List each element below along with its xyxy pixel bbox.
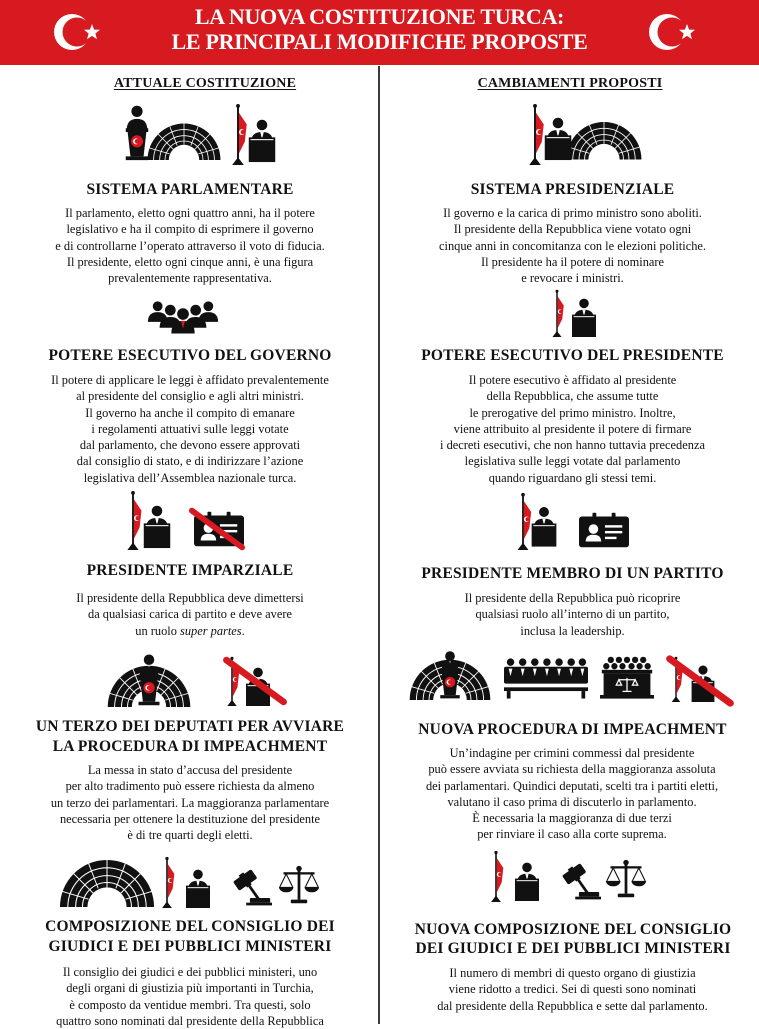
section-title-impeachment-line1: UN TERZO DEI DEPUTATI PER AVVIARE <box>35 718 345 735</box>
president-desk-icon <box>543 113 573 163</box>
president-desk-icon <box>247 117 277 163</box>
section-text-nuova-consiglio: Il numero di membri di questo organo di giustizia viene ridotto a tredici. Sei di questi sono nominati dal presidente della Repubblica e sette dal parlamento. <box>437 966 708 1013</box>
flag-pole-icon <box>487 850 505 902</box>
flag-pole-icon <box>158 856 176 908</box>
cabinet-group-icon <box>144 298 222 334</box>
section-text-consiglio: Il consiglio dei giudici e dei pubblici ministeri, uno degli organi di giustizia più importanti in Turchia, è composto da ventidue membri. Tra questi, solo quattro sono nominati dal presidente della Repubblica <box>56 965 324 1028</box>
gavel-icon <box>226 868 272 906</box>
section-title-nuova-impeachment: NUOVA PROCEDURA DI IMPEACHMENT <box>418 721 727 738</box>
page-title-line1: LA NUOVA COSTITUZIONE TURCA: <box>194 4 565 29</box>
section-title-nuova-consiglio-line1: NUOVA COMPOSIZIONE DEL CONSIGLIO <box>414 921 732 938</box>
section-text-potere-esecutivo-presidente: Il potere esecutivo è affidato al presidente della Repubblica, che assume tutte le prerogative del primo ministro. Inoltre, viene attribuito al presidente il potere di firmare i decreti esecutivi, che non hanno tuttavia precedenza legislativa sulle leggi votate dal parlamento quando riguardano gli stessi temi. <box>440 373 705 485</box>
flag-pole-icon <box>123 490 143 550</box>
section-title-sistema-presidenziale: SISTEMA PRESIDENZIALE <box>470 181 675 198</box>
flag-pole-icon <box>548 289 566 337</box>
header-banner <box>0 0 759 65</box>
scales-of-justice-icon <box>278 864 320 906</box>
court-icon <box>600 654 654 700</box>
turkish-flag-icon <box>643 6 703 58</box>
president-desk-icon <box>565 297 603 337</box>
page-title-line2: LE PRINCIPALI MODIFICHE PROPOSTE <box>171 29 588 54</box>
party-card-icon <box>579 512 629 548</box>
section-title-presidente-membro-partito: PRESIDENTE MEMBRO DI UN PARTITO <box>421 565 724 582</box>
section-text-presidente-imparziale: Il presidente della Repubblica deve dimettersi da qualsiasi carica di partito e deve avere un ruolo super partes. <box>76 591 304 638</box>
president-desk-icon <box>530 503 558 549</box>
prohibited-slash-icon <box>222 655 288 707</box>
president-desk-icon <box>176 868 220 908</box>
section-text-presidente-membro-partito: Il presidente della Repubblica può ricoprire qualsiasi ruolo all’interno di un partito, inclusa la leadership. <box>464 591 681 638</box>
section-text-impeachment: La messa in stato d’accusa del presidente per alto tradimento può essere richiesta da almeno un terzo dei parlamentari. La maggioranza parlamentare necessaria per ottenere la destituzione del presidente è di tre quarti degli eletti. <box>50 763 330 843</box>
section-title-consiglio-line2: GIUDICI E DEI PUBBLICI MINISTERI <box>48 938 332 955</box>
section-title-potere-esecutivo-governo: POTERE ESECUTIVO DEL GOVERNO <box>48 347 332 364</box>
deputies-panel-icon <box>504 656 588 700</box>
prohibited-slash-icon <box>665 655 735 707</box>
section-text-potere-esecutivo-governo: Il potere di applicare le leggi è affidato prevalentemente al presidente del consiglio e agli altri ministri. Il governo ha anche il compito di emanare i regolamenti attuativi sulle leggi votate dal parlamento, che devono essere approvati dal consiglio di stato, e di indirizzare l’azione legislativa dell’Assemblea nazionale turca. <box>51 373 329 485</box>
president-desk-icon <box>142 503 172 549</box>
parliament-hemicycle-icon <box>146 121 222 161</box>
section-title-consiglio-line1: COMPOSIZIONE DEL CONSIGLIO DEI <box>45 918 335 935</box>
section-title-sistema-parlamentare: SISTEMA PARLAMENTARE <box>86 181 294 198</box>
section-text-sistema-parlamentare: Il parlamento, eletto ogni quattro anni, ha il potere legislativo e ha il compito di esprimere il governo e di controllarne l’operato attraverso il voto di fiducia. Il presidente, eletto ogni cinque anni, è una figura prevalentemente rappresentativa. <box>55 206 325 286</box>
right-column-heading: CAMBIAMENTI PROPOSTI <box>477 76 663 91</box>
section-title-presidente-imparziale: PRESIDENTE IMPARZIALE <box>86 562 294 579</box>
gavel-icon <box>555 862 601 900</box>
section-title-potere-esecutivo-presidente: POTERE ESECUTIVO DEL PRESIDENTE <box>421 347 724 364</box>
section-text-nuova-impeachment: Un’indagine per crimini commessi dal presidente può essere avviata su richiesta della maggioranza assoluta dei parlamentari. Quindici deputati, scelti tra i partiti eletti, valutano il caso prima di discuterlo in parlamento. È necessaria la maggioranza di due terzi per rinviare il caso alla corte suprema. <box>425 746 719 842</box>
column-divider <box>378 66 380 1024</box>
left-column-heading: ATTUALE COSTITUZIONE <box>113 76 297 91</box>
section-title-impeachment-line2: LA PROCEDURA DI IMPEACHMENT <box>52 738 328 755</box>
flag-pole-icon <box>228 103 248 165</box>
flag-pole-icon <box>525 103 545 165</box>
prohibited-slash-icon <box>188 506 246 552</box>
speaker-podium-icon <box>437 648 463 700</box>
parliament-hemicycle-icon <box>58 858 156 907</box>
speaker-podium-icon <box>135 652 163 706</box>
scales-of-justice-icon <box>605 858 647 900</box>
section-text-sistema-presidenziale: Il governo e la carica di primo ministro sono aboliti. Il presidente della Repubblica viene votato ogni cinque anni in concomitanza con le elezioni politiche. Il presidente ha il potere di nominare e revocare i ministri. <box>439 206 706 286</box>
president-desk-icon <box>505 861 549 901</box>
parliament-hemicycle-icon <box>565 118 643 162</box>
section-title-nuova-consiglio-line2: DEI GIUDICI E DEI PUBBLICI MINISTERI <box>415 940 731 957</box>
turkish-flag-icon <box>48 6 108 58</box>
